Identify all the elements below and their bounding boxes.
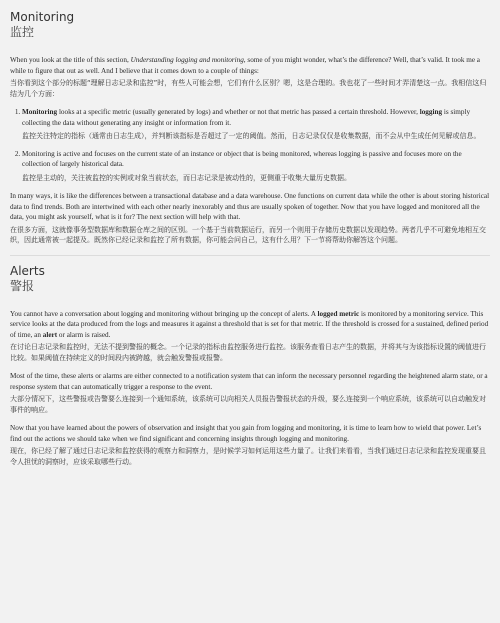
section-title-emphasis: Understanding logging and monitoring: [130, 56, 244, 64]
list-item-zh: 监控是主动的，关注被监控的实例或对象当前状态，而日志记录是被动性的，更侧重于收集大量历史数据。: [22, 173, 351, 182]
alerts-heading-zh: 警报: [10, 278, 35, 293]
monitoring-comparison-zh: 在很多方面，这就像事务型数据库和数据仓库之间的区别。一个基于当前数据运行，而另一个则用于存储历史数据以发现趋势。两者几乎不可避免地相互交织，因此通常被一起提及。既然你已经记录和监控了所有数据，你可能会问自己，这有什么用？下一节将帮助你解答这个问题。: [10, 225, 486, 244]
monitoring-heading-zh: 监控: [10, 25, 35, 39]
alerts-conclusion-en: Now that you have learned about the powers of observation and insight that you gain from logging and monitoring, it is time to learn how to wield that power. Let’s find out the actions we should take when we find significant and concerning insights through logging and monitoring.: [10, 424, 482, 443]
list-item: [22, 107, 490, 142]
monitoring-intro: [10, 55, 490, 99]
alerts-conclusion: [10, 423, 490, 467]
alerts-heading: Alerts: [10, 263, 45, 278]
list-item-zh: 监控关注特定的指标（通常由日志生成），并判断该指标是否超过了一定的阈值。然而，日志记录仅仅是收集数据，而不会从中生成任何见解或信息。: [22, 132, 481, 140]
difference-list: [10, 107, 490, 183]
list-item-en: Monitoring is active and focuses on the current state of an instance or object that is being monitored, whereas logging is passive and focuses more on the collection of largely historical data.: [22, 149, 462, 168]
monitoring-heading: Monitoring: [10, 10, 75, 24]
alerts-intro-zh: 在讨论日志记录和监控时，无法不提到警报的概念。一个记录的指标由监控服务进行监控。该服务查看日志产生的数据，并将其与为该指标设置的阈值进行比较。如果阈值在持续定义的时间段内被跨越，就会触发警报或报警。: [10, 343, 486, 362]
alerts-intro: [10, 309, 490, 364]
alerts-notification-en: Most of the time, these alerts or alarms are either connected to a notification system that can inform the necessary personnel regarding the heightened alarm state, or a response system that can automatically trigger a response to the event.: [10, 372, 488, 391]
list-item: [22, 149, 490, 184]
alerts-notification: [10, 371, 490, 415]
alerts-intro-en: You cannot have a conversation about logging and monitoring without bringing up the concept of alerts. A logged metric is monitored by a monitoring service. This service looks at the data produced from the logs and measures it against a threshold that is set for that metric. If the threshold is crossed for a sustained, defined period of time, an alert or alarm is raised.: [10, 309, 489, 339]
monitoring-intro-zh: 当你看到这个部分的标题“理解日志记录和监控”时，有些人可能会想，它们有什么区别？嗯，这是合理的。我也花了一些时间才弄清楚这一点。我相信这归结为几个方面：: [10, 79, 487, 98]
monitoring-comparison-en: In many ways, it is like the differences between a transactional database and a data warehouse. One functions on current data while the other is about storing historical data to find trends. Both are intertwined with each other nearly inexorably and thus are usually spoken of together. Now that you have logged and monitored all the data, you might ask yourself, what is it for? The next section will help with that.: [10, 192, 490, 221]
list-item-en: Monitoring looks at a specific metric (usually generated by logs) and whether or not that metric has passed a certain threshold. However, logging is simply collecting the data without generating any insight or information from it.: [22, 108, 471, 127]
monitoring-comparison: [10, 191, 490, 246]
monitoring-intro-en: When you look at the title of this section, Understanding logging and monitoring, some of you might wonder, what’s the difference? Well, that’s valid. It took me a while to figure that out as well. And I believe that it comes down to a couple of things:: [10, 56, 480, 75]
alerts-conclusion-zh: 现在，你已经了解了通过日志记录和监控获得的观察力和洞察力，是时候学习如何运用这些力量了。让我们来看看，当我们通过日志记录和监控发现重要且令人担忧的洞察时，应该采取哪些行动。: [10, 447, 486, 466]
section-divider: [10, 255, 490, 256]
alerts-notification-zh: 大部分情况下，这些警报或告警要么连接到一个通知系统，该系统可以向相关人员报告警报状态的升级，要么连接到一个响应系统，该系统可以自动触发对事件的响应。: [10, 395, 486, 414]
